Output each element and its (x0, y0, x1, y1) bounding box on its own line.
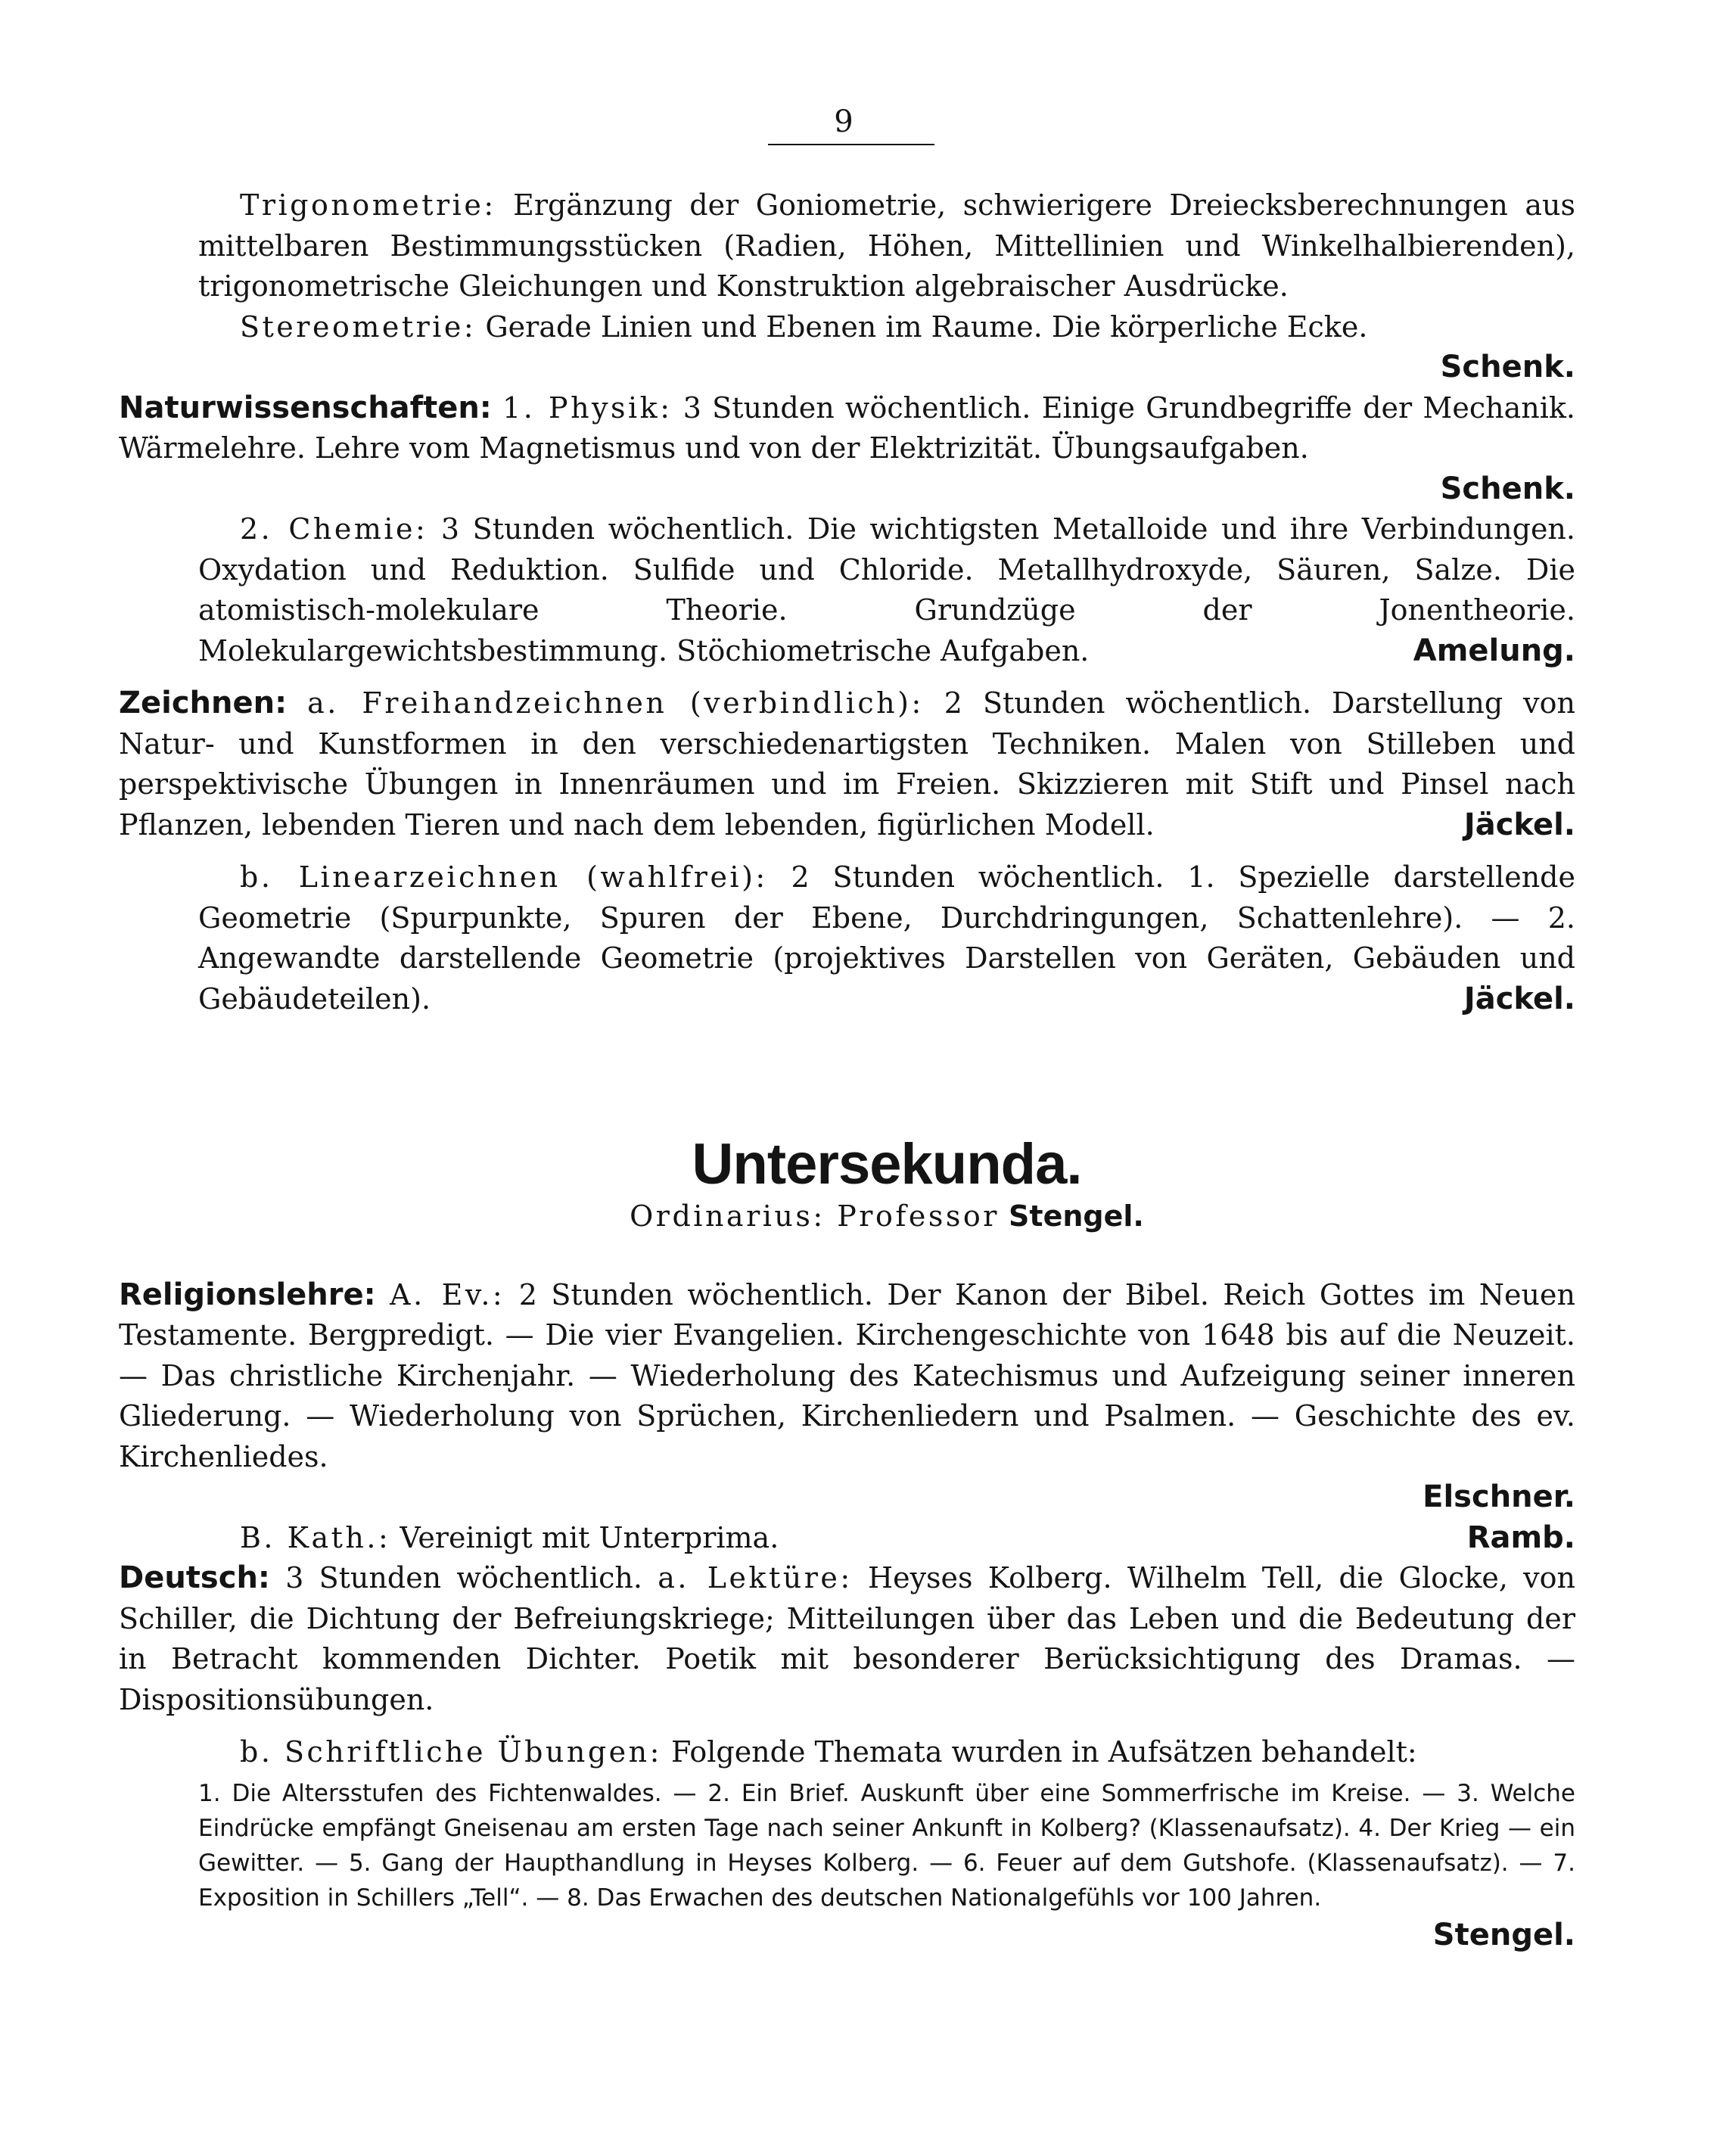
freehand-text: 2 Stunden wöchentlich. Darstellung von Natur- und Kunstformen in den verschiedenartigsten Techniken. Malen von Stilleben und perspektivische Übungen in Innenräumen und im Freien. Skizzieren mit Stift und Pinsel nach Pflanzen, lebenden Tieren und nach dem lebenden, figürlichen Modell. (119, 686, 1575, 842)
religion-kath-paragraph (198, 1518, 1575, 1559)
science-paragraph-physics (119, 388, 1575, 469)
german-writing-term: b. Schriftliche Übungen: (240, 1735, 662, 1769)
religion-ev-author: Elschner. (1423, 1479, 1575, 1514)
trigonometry-text: Ergänzung der Goniometrie, schwierigere Dreiecksberechnungen aus mittelbaren Bestimmungsstücken (Radien, Höhen, Mittellinien und Winkelhalbierenden), trigonometrische Gleichungen und Konstruktion algebraischer Ausdrücke. (198, 188, 1575, 303)
religion-kath-text: Vereinigt mit Unterprima. (400, 1520, 779, 1554)
german-reading-term: a. Lektüre: (658, 1561, 853, 1594)
stereometry-text: Gerade Linien und Ebenen im Raume. Die körperliche Ecke. (485, 310, 1368, 344)
linear-drawing-term: b. Linearzeichnen (wahlfrei): (240, 860, 768, 894)
page-number: 9 (834, 104, 854, 139)
linear-drawing-author: Jäckel. (1463, 981, 1575, 1016)
chemistry-term: 2. Chemie: (240, 512, 428, 546)
stereometry-term: Stereometrie: (240, 310, 477, 344)
chemistry-text: 3 Stunden wöchentlich. Die wichtigsten Metalloide und ihre Verbindungen. Oxydation und Reduktion. Sulfide und Chloride. Metallhydroxyde, Säuren, Salze. Die atomistisch-molekulare Theorie. Grundzüge der Jonentheorie. Molekulargewichtsbestimmung. Stöchiometrische Aufgaben. (198, 512, 1575, 667)
page-body (119, 185, 1575, 1955)
stereometry-paragraph (198, 307, 1575, 348)
stereometry-author: Schenk. (1440, 350, 1575, 384)
physics-term: 1. Physik: (502, 390, 673, 425)
physics-text: 3 Stunden wöchentlich. Einige Grundbegriffe der Mechanik. Wärmelehre. Lehre vom Magnetismus und von der Elektrizität. Übungsaufgaben. (119, 390, 1575, 465)
page-number-rule (768, 144, 934, 145)
german-paragraph-a (119, 1558, 1575, 1720)
freehand-author: Jäckel. (1463, 807, 1575, 842)
german-label: Deutsch: (119, 1560, 270, 1595)
german-writing-paragraph (198, 1732, 1575, 1773)
religion-paragraph-a (119, 1275, 1575, 1478)
ordinarius-label: Ordinarius: Professor (630, 1199, 1000, 1233)
linear-drawing-paragraph (198, 857, 1575, 1019)
drawing-paragraph-a (119, 683, 1575, 845)
trigonometry-term: Trigonometrie: (240, 188, 496, 222)
religion-kath-author: Ramb. (1466, 1520, 1575, 1555)
religion-kath-term: B. Kath.: (240, 1520, 391, 1554)
religion-ev-text: 2 Stunden wöchentlich. Der Kanon der Bibel. Reich Gottes im Neuen Testamente. Bergpredigt. — Die vier Evangelien. Kirchengeschichte von 1648 bis auf die Neuzeit. — Das christliche Kirchenjahr. — Wiederholung des Katechismus und Aufzeigung seiner inneren Gliederung. — Wiederholung von Sprüchen, Kirchenliedern und Psalmen. — Geschichte des ev. Kirchenliedes. (119, 1277, 1575, 1473)
science-label: Naturwissenschaften: (119, 390, 492, 425)
physics-author: Schenk. (1440, 471, 1575, 506)
chemistry-paragraph (198, 509, 1575, 671)
german-writing-text: Folgende Themata wurden in Aufsätzen behandelt: (671, 1735, 1417, 1769)
linear-drawing-text: 2 Stunden wöchentlich. 1. Spezielle darstellende Geometrie (Spurpunkte, Spuren der Ebene, Durchdringungen, Schattenlehre). — 2. Angewandte darstellende Geometrie (projektives Darstellen von Geräten, Gebäuden und Gebäudeteilen). (198, 860, 1575, 1016)
german-reading-text: Heyses Kolberg. Wilhelm Tell, die Glocke, von Schiller, die Dichtung der Befreiungskriege; Mitteilungen über das Leben und die Bedeutung der in Betracht kommenden Dichter. Poetik mit besonderer Berücksichtigung des Dramas. — Dispositionsübungen. (119, 1561, 1575, 1716)
freehand-term: a. Freihandzeichnen (verbindlich): (307, 686, 924, 720)
chemistry-author: Amelung. (1413, 633, 1575, 668)
ordinarius-name: Stengel. (1009, 1199, 1144, 1233)
german-intro: 3 Stunden wöchentlich. (285, 1561, 642, 1594)
drawing-label: Zeichnen: (119, 686, 288, 720)
ordinarius-line (198, 1196, 1575, 1237)
religion-ev-term: A. Ev.: (390, 1277, 505, 1311)
section-title: Untersekunda. (692, 1132, 1082, 1196)
trigonometry-paragraph (198, 185, 1575, 307)
german-essay-themes: 1. Die Altersstufen des Fichtenwaldes. — 2. Ein Brief. Auskunft über eine Sommerfrische im Kreise. — 3. Welche Eindrücke empfängt Gneisenau am ersten Tage nach seiner Ankunft in Kolberg? (Klassenaufsatz). 4. Der Krieg — ein Gewitter. — 5. Gang der Haupthandlung in Heyses Kolberg. — 6. Feuer auf dem Gutshofe. (Klassenaufsatz). — 7. Exposition in Schillers „Tell“. — 8. Das Erwachen des deutschen Nationalgefühls vor 100 Jahren. (198, 1779, 1575, 1912)
german-author: Stengel. (1432, 1917, 1575, 1952)
religion-label: Religionslehre: (119, 1277, 376, 1312)
